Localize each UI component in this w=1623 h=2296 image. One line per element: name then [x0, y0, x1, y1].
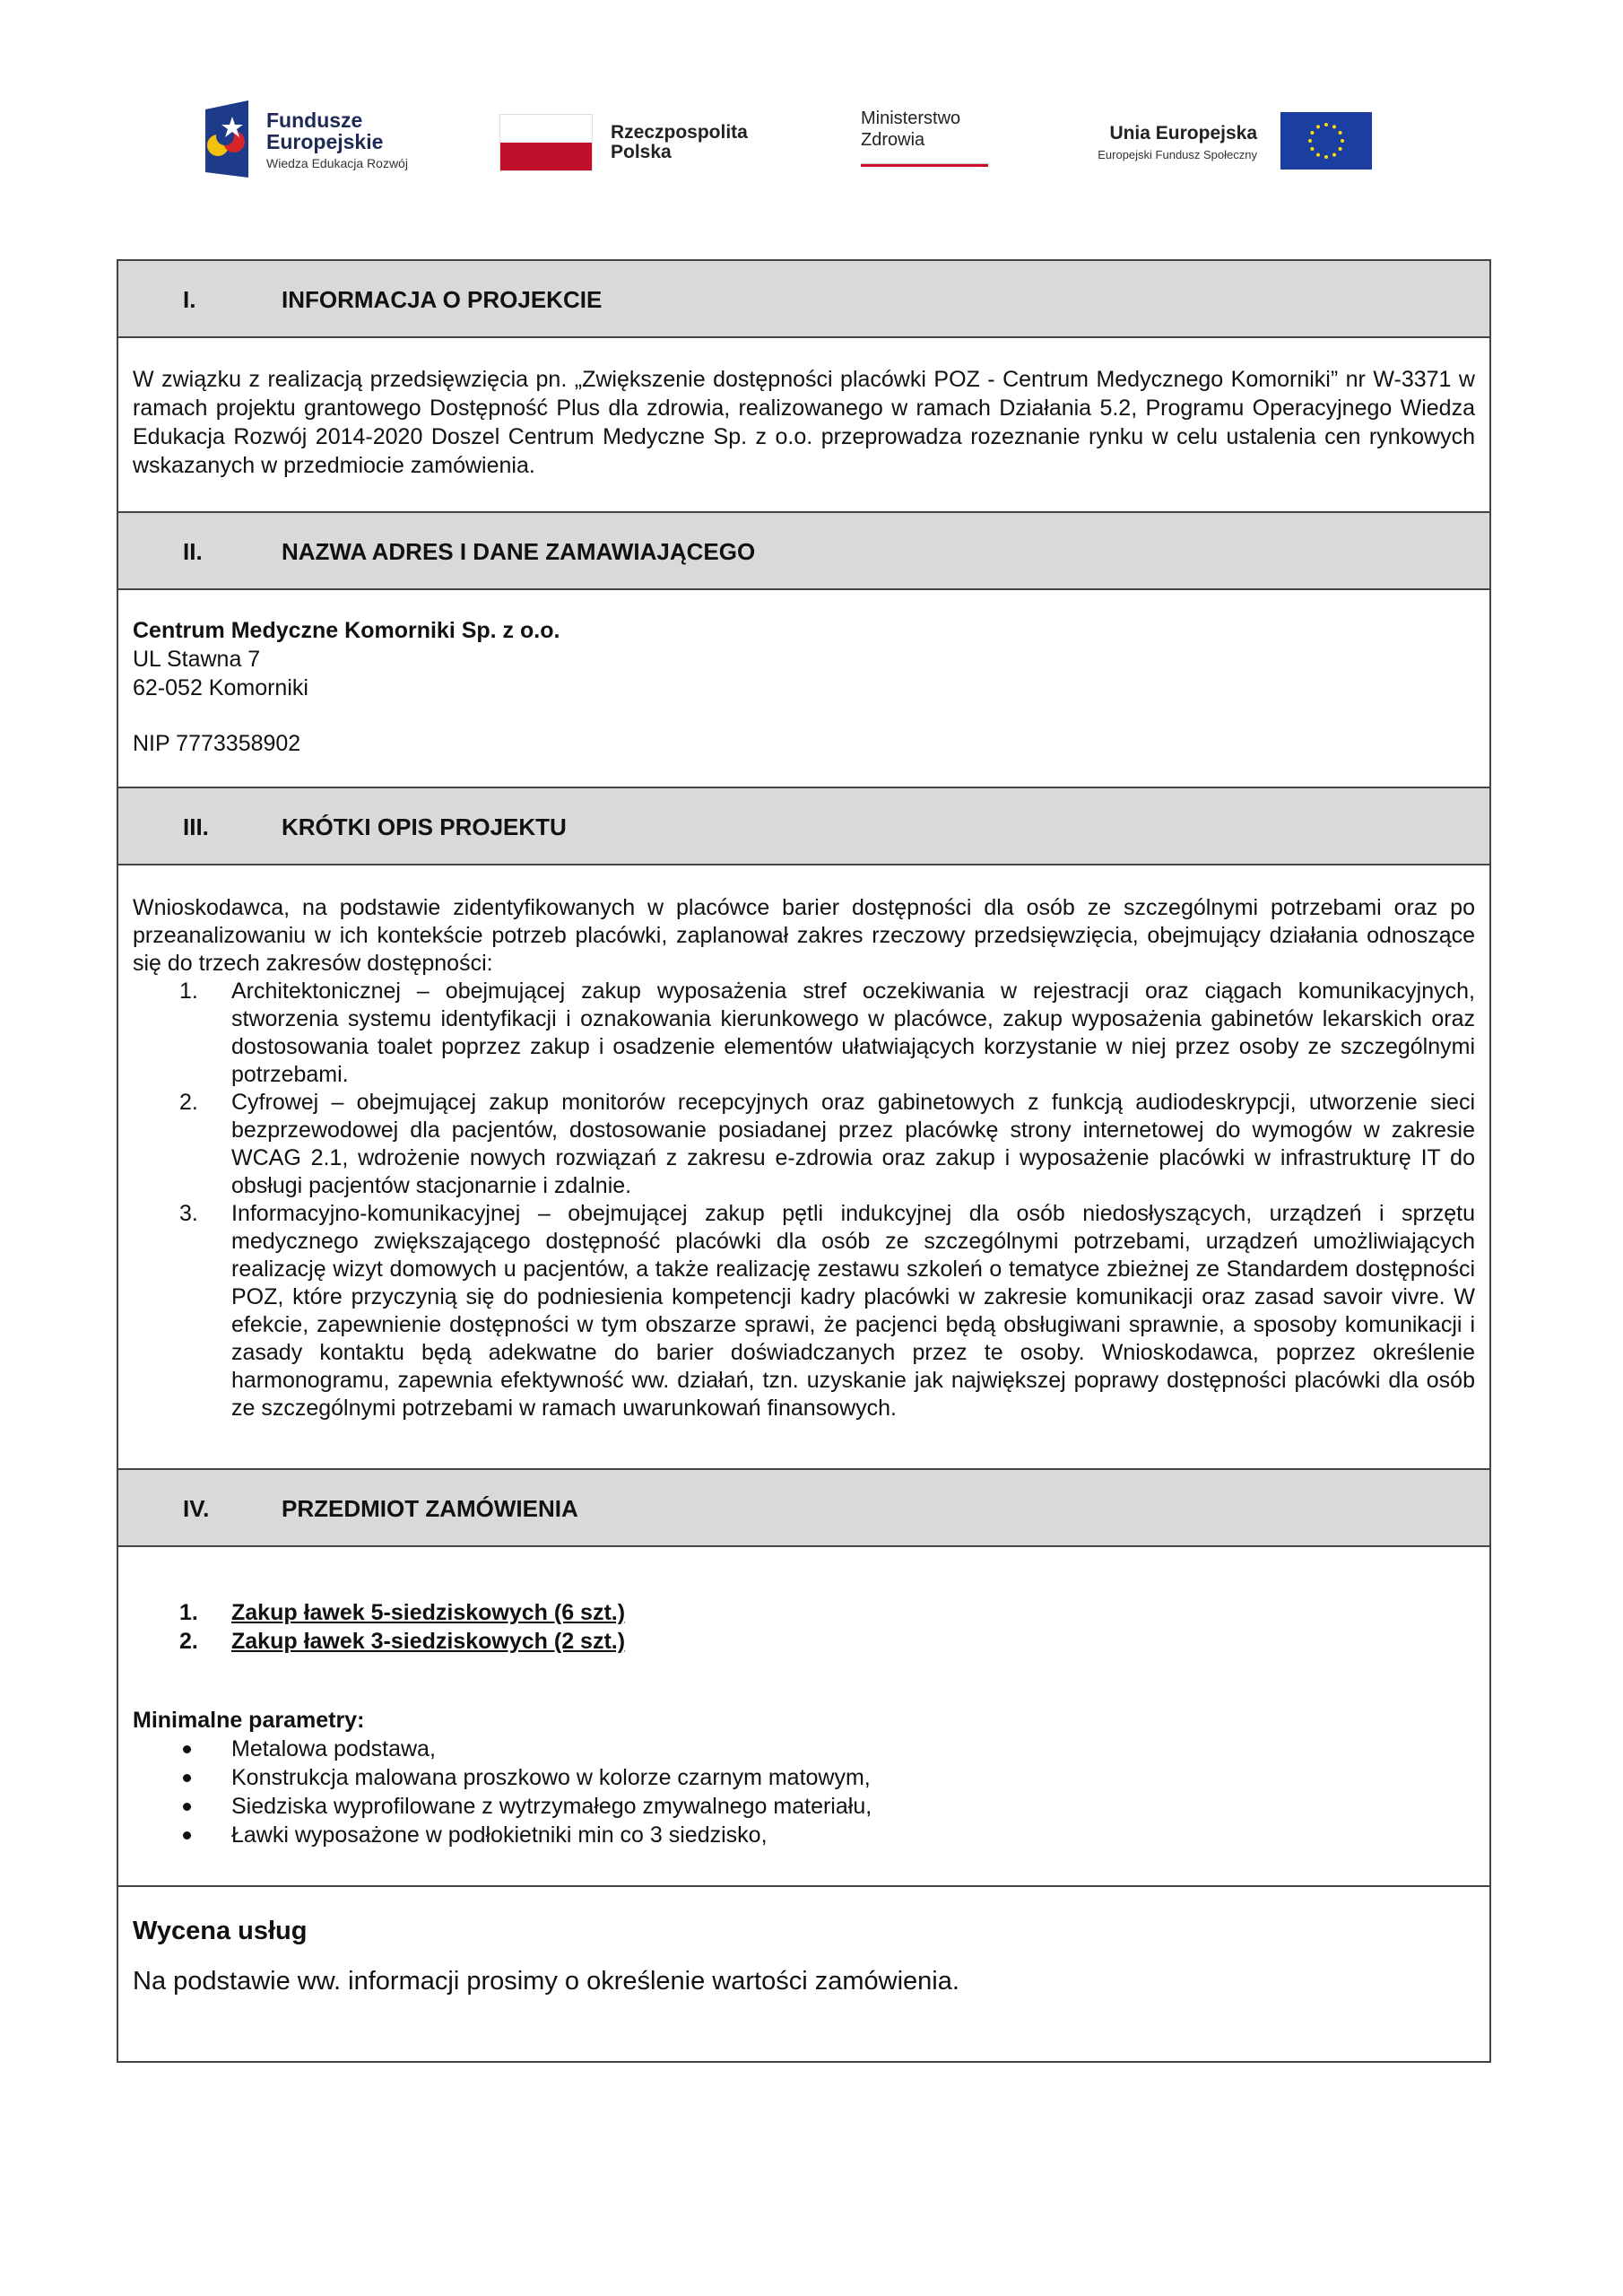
- document-table: [117, 259, 1491, 2063]
- pricing-title: Wycena usług: [133, 1917, 308, 1945]
- param-item: Metalowa podstawa,: [133, 1735, 1475, 1763]
- bullet-icon: [183, 1774, 191, 1782]
- logo-bar: [0, 90, 1623, 188]
- project-description: [133, 894, 1475, 1422]
- section-3-header: [118, 787, 1489, 865]
- pricing-divider: [118, 1885, 1489, 1887]
- description-intro: Wnioskodawca, na podstawie zidentyfikowanych w placówce barier dostępności dla osób ze szczególnymi potrzebami oraz po przeanalizowaniu w ich kontekście potrzeb placówki, zaplanował zakres rzeczowy przedsięwzięcia, obejmujący działania odnoszące się do trzech zakresów dostępności:: [133, 895, 1475, 976]
- eu-flag-icon: [1280, 112, 1372, 170]
- bullet-icon: [183, 1803, 191, 1811]
- section-title: KRÓTKI OPIS PROJEKTU: [282, 813, 567, 840]
- section-2-header: [118, 511, 1489, 590]
- ministerstwo-zdrowia-logo: [861, 108, 995, 179]
- order-subject: [133, 1598, 1475, 1849]
- polish-flag-icon: [499, 114, 593, 171]
- ue-line1: Unia Europejska: [1109, 123, 1257, 144]
- section-1-header: [118, 259, 1489, 338]
- bullet-icon: [183, 1831, 191, 1839]
- pl-line1: Rzeczpospolita: [611, 122, 748, 143]
- section-number: III.: [183, 813, 209, 840]
- mz-red-line: [861, 163, 988, 167]
- params-title: Minimalne parametry:: [133, 1708, 365, 1733]
- order-item: 1. Zakup ławek 5-siedziskowych (6 szt.): [179, 1600, 626, 1625]
- company-name: Centrum Medyczne Komorniki Sp. z o.o.: [133, 618, 560, 643]
- order-items-list: [133, 1598, 1475, 1656]
- pricing-text: Na podstawie ww. informacji prosimy o określenie wartości zamówienia.: [133, 1967, 959, 1996]
- nip-number: NIP 7773358902: [133, 731, 301, 756]
- section-number: IV.: [183, 1495, 210, 1522]
- fe-line1: Fundusze: [266, 109, 363, 132]
- mz-line2: Zdrowia: [861, 130, 925, 150]
- section-title: NAZWA ADRES I DANE ZAMAWIAJĄCEGO: [282, 538, 756, 565]
- list-item: 1. Architektonicznej – obejmującej zakup wyposażenia stref oczekiwania w rejestracji oraz ciągach komunikacyjnych, stworzenia systemu identyfikacji i oznakowania kierunkowego w placówce, zakup wyposażenia gabinetów lekarskich oraz dostosowania toalet poprzez zakup i osadzenie elementów ułatwiających korzystanie w niej przez osoby ze szczególnymi potrzebami.: [179, 978, 1475, 1087]
- params-list: [133, 1735, 1475, 1849]
- ordering-party-details: [133, 616, 1475, 758]
- section-number: I.: [183, 286, 196, 313]
- rzeczpospolita-polska-logo: [498, 112, 785, 175]
- project-info-text: W związku z realizacją przedsięwzięcia pn. „Zwiększenie dostępności placówki POZ - Centrum Medycznego Komorniki” nr W-3371 w ramach projektu grantowego Dostępność Plus dla zdrowia, realizowanego w ramach Działania 5.2, Programu Operacyjnego Wiedza Edukacja Rozwój 2014-2020 Doszel Centrum Medyczne Sp. z o.o. przeprowadza rozeznanie rynku w celu ustalenia cen rynkowych wskazanych w przedmiocie zamówienia.: [133, 367, 1475, 478]
- section-title: INFORMACJA O PROJEKCIE: [282, 286, 603, 313]
- bullet-icon: [183, 1745, 191, 1753]
- pricing-section: [133, 1917, 1475, 1996]
- section-title: PRZEDMIOT ZAMÓWIENIA: [282, 1495, 578, 1522]
- city-address: 62-052 Komorniki: [133, 675, 308, 700]
- fe-line2: Europejskie: [266, 130, 384, 153]
- param-item: Ławki wyposażone w podłokietniki min co 3 siedzisko,: [133, 1821, 1475, 1849]
- mz-line1: Ministerstwo: [861, 109, 961, 128]
- street-address: UL Stawna 7: [133, 647, 261, 672]
- fe-line3: Wiedza Edukacja Rozwój: [266, 156, 408, 170]
- order-item: 2. Zakup ławek 3-siedziskowych (2 szt.): [179, 1629, 626, 1654]
- unia-europejska-logo: [1058, 112, 1381, 184]
- section-number: II.: [183, 538, 203, 565]
- list-item: 3. Informacyjno-komunikacyjnej – obejmującej zakup pętli indukcyjnej dla osób niedosłyszących, urządzeń i sprzętu medycznego zwiększającego dostępność placówki dla osób ze szczególnymi potrzebami, urządzeń umożliwiających realizację wizyt domowych u pacjentów, a także realizację zestawu szkoleń o tematyce zbieżnej ze Standardem dostępności POZ, które przyczynią się do podniesienia kompetencji kadry placówki w zakresie komunikacji oraz zasad savoir vivre. W efekcie, zapewnienie dostępności w tym obszarze sprawi, że pacjenci będą obsługiwani sprawnie, a sposoby komunikacji i zasady kontaktu będą adekwatne do barier doświadczanych przez te osoby. Wnioskodawca, poprzez określenie harmonogramu, zapewnia efektywność ww. działań, tzn. uzyskanie jak największej poprawy dostępności placówki dla osób ze szczególnymi potrzebami w ramach uwarunkowań finansowych.: [179, 1201, 1475, 1421]
- param-item: Konstrukcja malowana proszkowo w kolorze czarnym matowym,: [133, 1763, 1475, 1792]
- param-item: Siedziska wyprofilowane z wytrzymałego zmywalnego materiału,: [133, 1792, 1475, 1821]
- ue-line2: Europejski Fundusz Społeczny: [1098, 148, 1257, 161]
- fundusze-europejskie-logo: [202, 99, 444, 179]
- pl-line2: Polska: [611, 142, 672, 162]
- section-4-header: [118, 1468, 1489, 1547]
- accessibility-scope-list: [133, 978, 1475, 1422]
- list-item: 2. Cyfrowej – obejmującej zakup monitorów recepcyjnych oraz gabinetowych z funkcją audiodeskrypcji, utworzenie sieci bezprzewodowej dla pacjentów, dostosowanie posiadanej przez placówkę strony internetowej do wymogów w zakresie WCAG 2.1, wdrożenie nowych rozwiązań z zakresu e-zdrowia oraz zakup i wyposażenie placówki w infrastrukturę IT do obsługi pacjentów stacjonarnie i zdalnie.: [179, 1090, 1475, 1198]
- fe-star-icon: [205, 100, 248, 178]
